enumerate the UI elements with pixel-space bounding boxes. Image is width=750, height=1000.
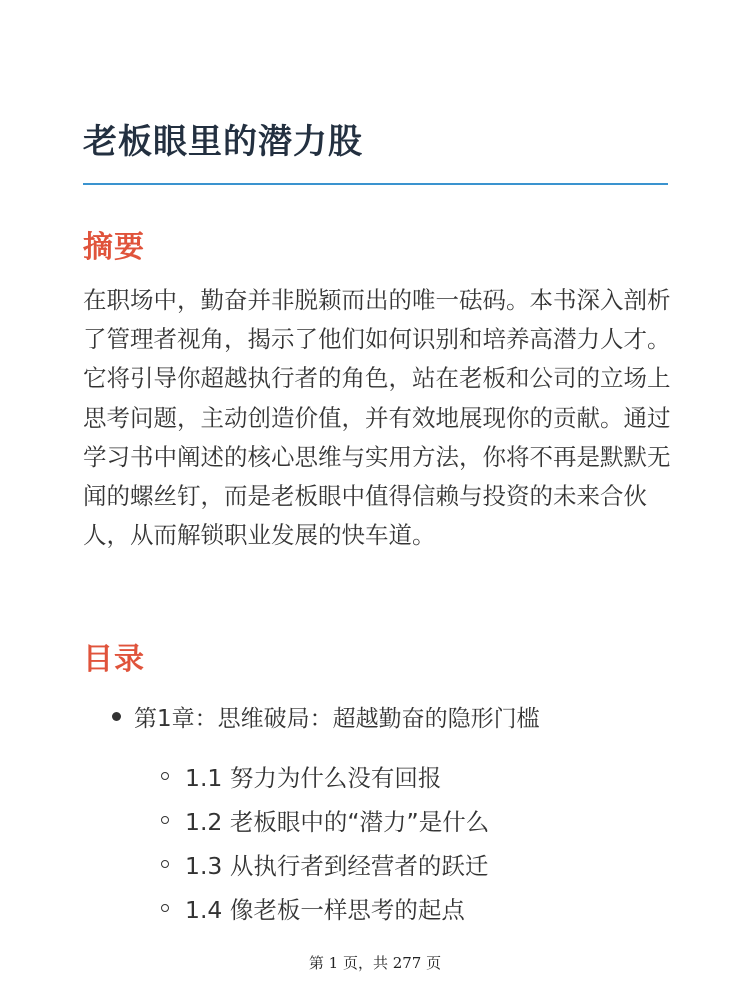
bullet-circle-icon bbox=[161, 772, 169, 780]
toc-section-label: 1.3 从执行者到经营者的跃迁 bbox=[185, 852, 489, 880]
toc-section-1-1[interactable] bbox=[161, 759, 441, 793]
toc-section-1-2[interactable] bbox=[161, 803, 489, 837]
summary-heading: 摘要 bbox=[83, 230, 145, 265]
toc-section-label: 1.2 老板眼中的“潜力”是什么 bbox=[185, 808, 490, 836]
toc-section-label: 1.1 努力为什么没有回报 bbox=[185, 764, 442, 792]
toc-section-1-4[interactable] bbox=[161, 891, 465, 925]
bullet-disc-icon bbox=[112, 712, 121, 721]
toc-heading: 目录 bbox=[83, 642, 145, 677]
bullet-circle-icon bbox=[161, 860, 169, 868]
bullet-circle-icon bbox=[161, 816, 169, 824]
toc-section-1-3[interactable] bbox=[161, 847, 488, 881]
page-number-footer: 第 1 页，共 277 页 bbox=[308, 954, 442, 972]
summary-paragraph: 在职场中，勤奋并非脱颖而出的唯一砝码。本书深入剖析了管理者视角，揭示了他们如何识别和培养高潜力人才。它将引导你超越执行者的角色，站在老板和公司的立场上思考问题，主动创造价值，并有效地展现你的贡献。通过学习书中阐述的核心思维与实用方法，你将不再是默默无闻的螺丝钉，而是老板眼中值得信赖与投资的未来合伙人，从而解锁职业发展的快车道。 bbox=[83, 286, 671, 550]
bullet-circle-icon bbox=[161, 904, 169, 912]
toc-chapter-1[interactable] bbox=[112, 700, 540, 733]
toc-chapter-label: 第1章：思维破局：超越勤奋的隐形门槛 bbox=[134, 706, 540, 732]
document-title: 老板眼里的潜力股 bbox=[83, 122, 363, 162]
toc-section-label: 1.4 像老板一样思考的起点 bbox=[185, 896, 465, 924]
